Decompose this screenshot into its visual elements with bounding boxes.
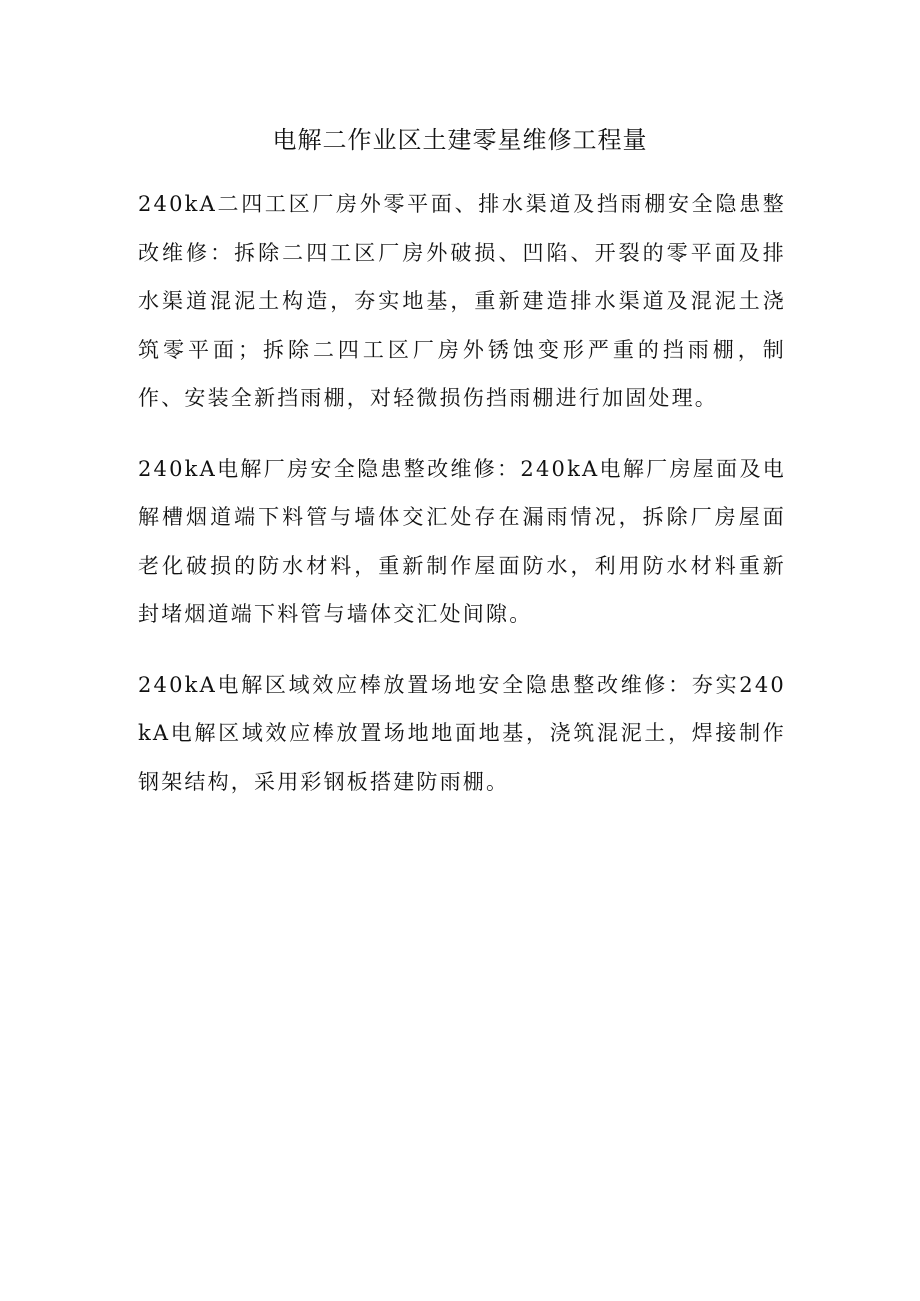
paragraph-ward-four-plant-exterior: 240kA二四工区厂房外零平面、排水渠道及挡雨棚安全隐患整改维修：拆除二四工区厂房外破损、凹陷、开裂的零平面及排水渠道混泥土构造，夯实地基，重新建造排水渠道及混泥土浇筑零平面；拆除二四工区厂房外锈蚀变形严重的挡雨棚，制作、安装全新挡雨棚，对轻微损伤挡雨棚进行加固处理。 bbox=[138, 192, 786, 410]
document-body bbox=[138, 180, 786, 828]
document-title: 电解二作业区土建零星维修工程量 bbox=[272, 126, 648, 154]
paragraph-electrolysis-plant-roof: 240kA电解厂房安全隐患整改维修：240kA电解厂房屋面及电解槽烟道端下料管与墙体交汇处存在漏雨情况，拆除厂房屋面老化破损的防水材料，重新制作屋面防水，利用防水材料重新封堵烟道端下料管与墙体交汇处间隙。 bbox=[138, 456, 786, 626]
paragraph-effect-rod-storage-site: 240kA电解区域效应棒放置场地安全隐患整改维修：夯实240kA电解区域效应棒放置场地地面地基，浇筑混泥土，焊接制作钢架结构，采用彩钢板搭建防雨棚。 bbox=[138, 672, 786, 794]
